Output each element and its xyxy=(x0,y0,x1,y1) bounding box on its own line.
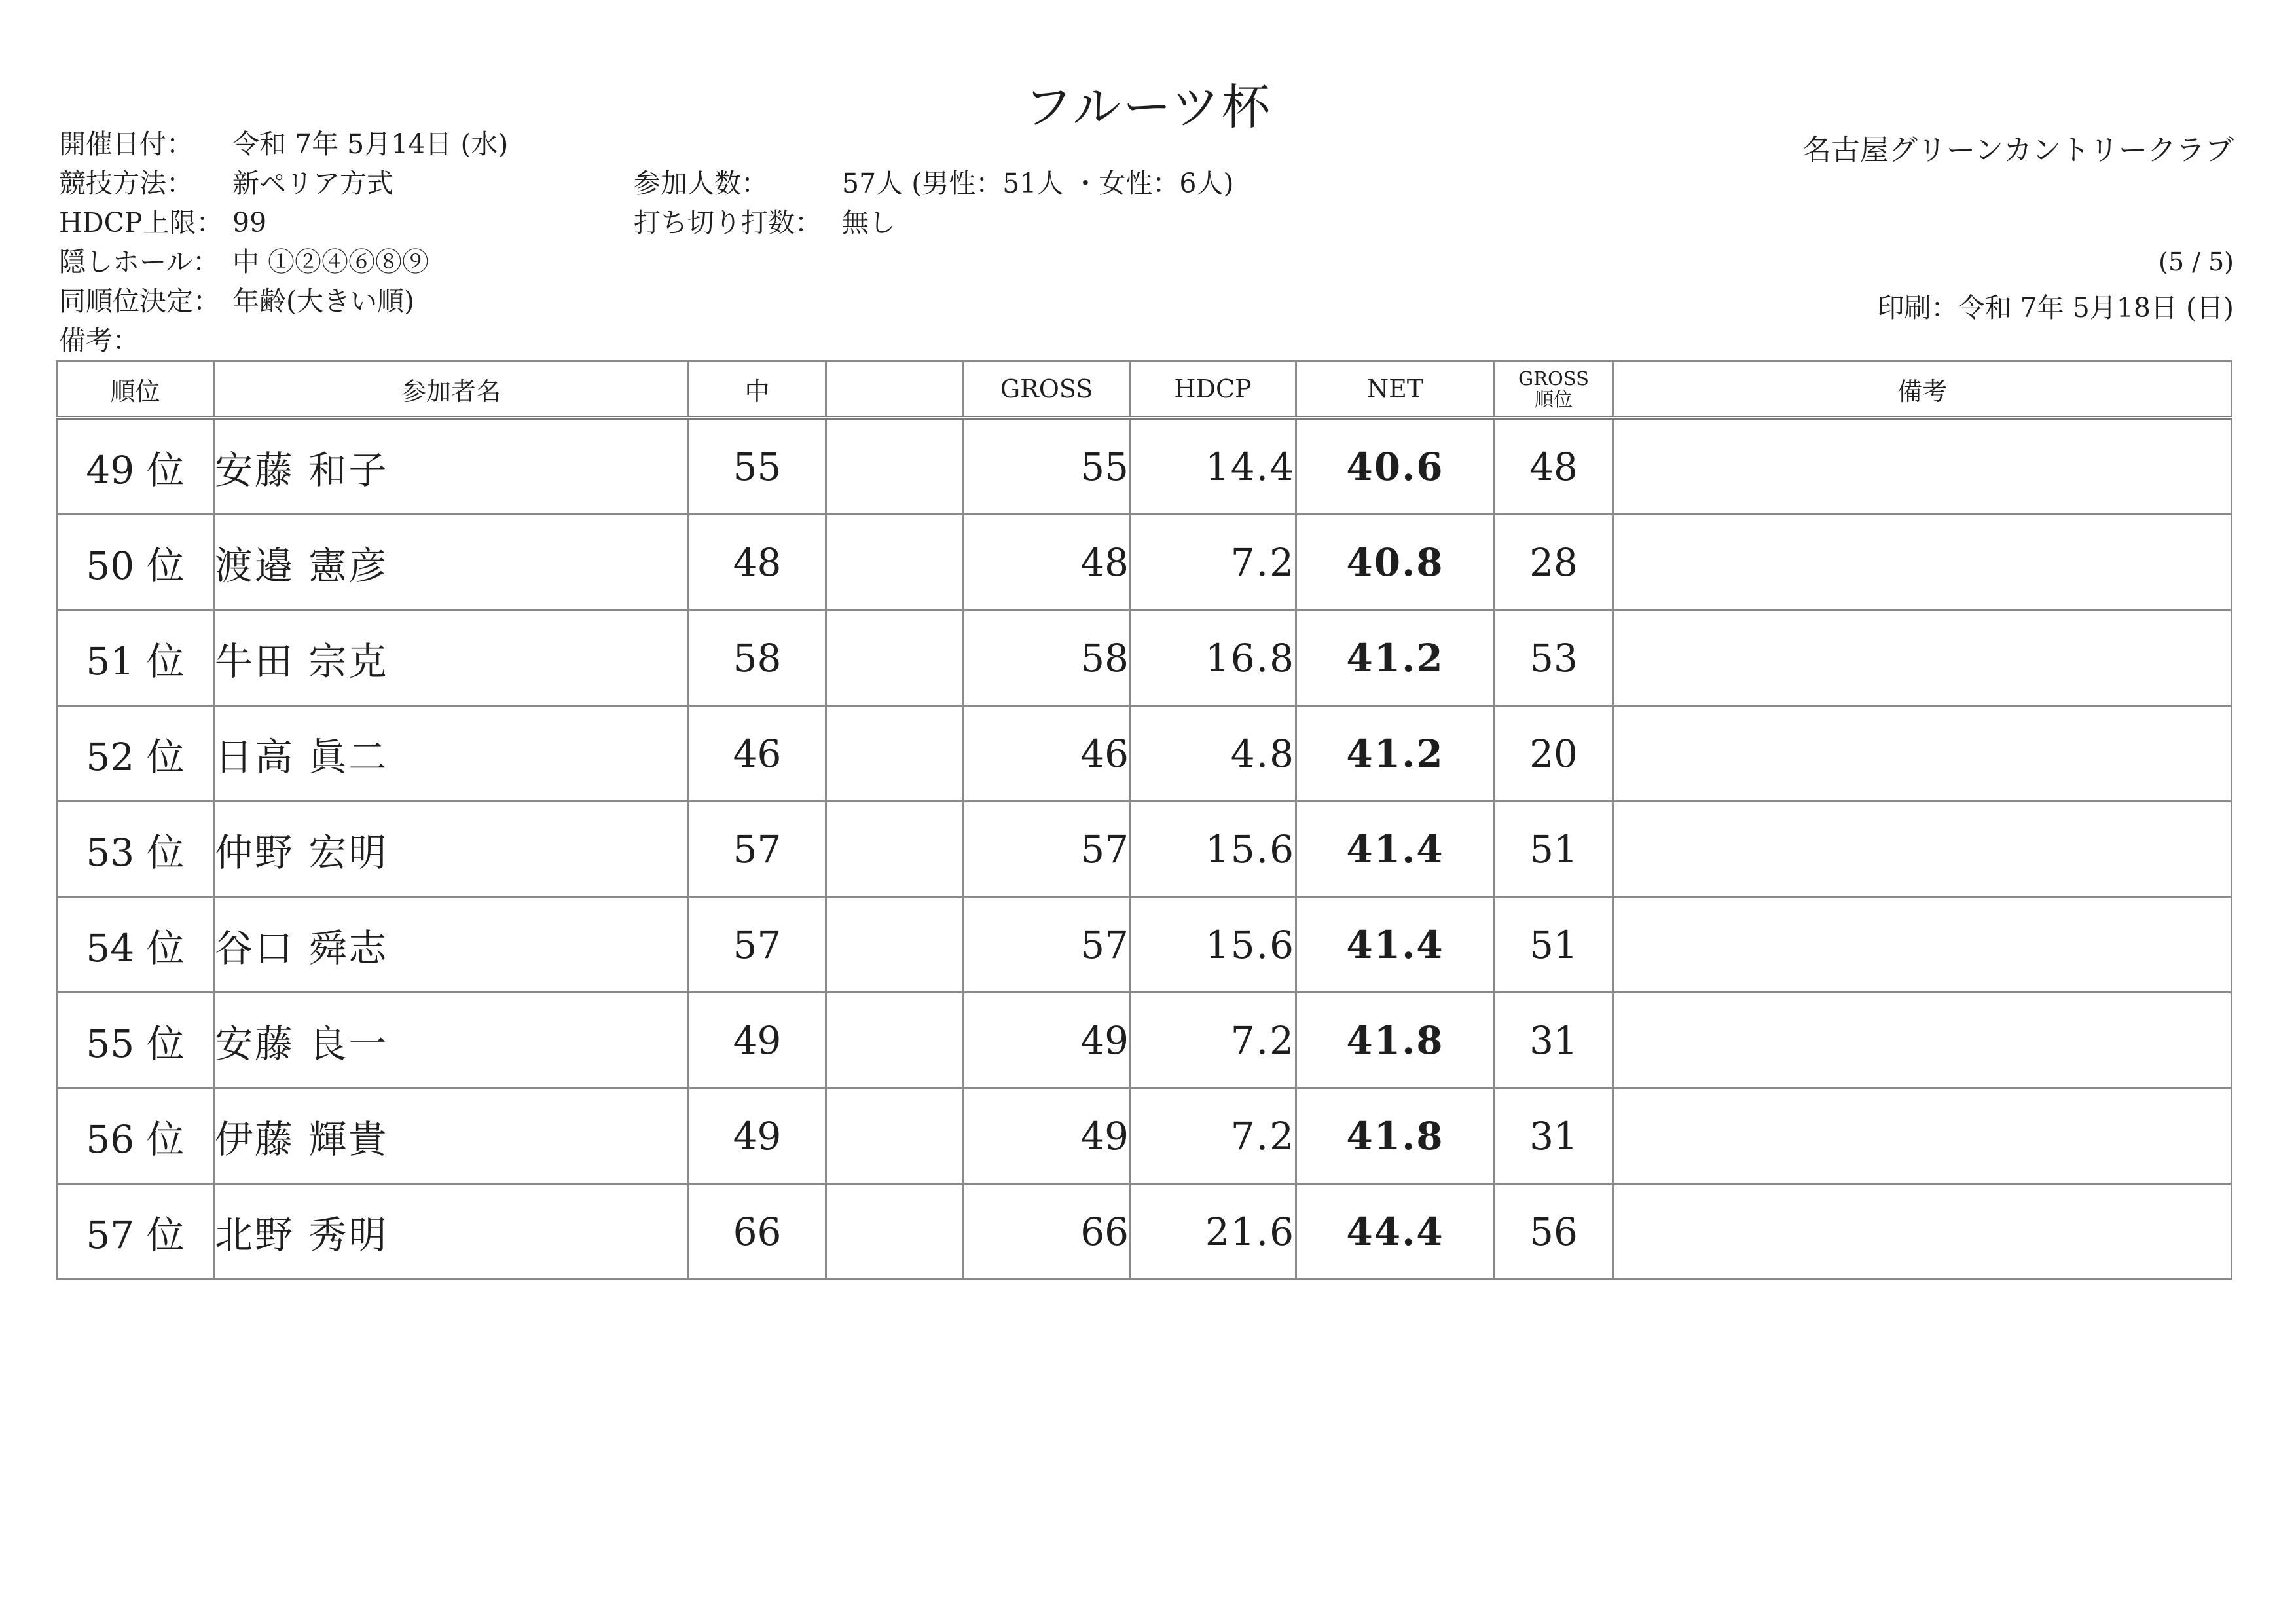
gross-rank: 48 xyxy=(1495,418,1613,515)
blank-cell xyxy=(826,418,964,515)
meta-value: 年齢(大きい順) xyxy=(232,286,414,317)
rank-cell: 51 位 xyxy=(57,610,214,706)
net-score: 44.4 xyxy=(1296,1184,1495,1280)
gross-score: 49 xyxy=(964,993,1130,1088)
blank-cell xyxy=(826,897,964,993)
net-score: 41.2 xyxy=(1296,706,1495,802)
player-name: 安藤 良一 xyxy=(214,993,689,1088)
table-row xyxy=(57,802,2232,897)
blank-cell xyxy=(826,1184,964,1280)
meta-label: 開催日付： xyxy=(59,128,193,160)
gross-rank: 51 xyxy=(1495,802,1613,897)
gross-rank: 51 xyxy=(1495,897,1613,993)
hidden-hole-score: 49 xyxy=(689,1088,826,1184)
hdcp-value: 7.2 xyxy=(1130,1088,1296,1184)
header-gross-rank-line2: 順位 xyxy=(1534,388,1573,411)
net-score: 41.4 xyxy=(1296,802,1495,897)
hdcp-value: 21.6 xyxy=(1130,1184,1296,1280)
header-rank: 順位 xyxy=(57,361,214,418)
gross-score: 66 xyxy=(964,1184,1130,1280)
meta-label: 隠しホール： xyxy=(59,246,220,278)
header-gross-rank-line1: GROSS xyxy=(1518,367,1589,390)
rank-cell: 54 位 xyxy=(57,897,214,993)
rank-cell: 52 位 xyxy=(57,706,214,802)
gross-score: 57 xyxy=(964,897,1130,993)
player-name: 牛田 宗克 xyxy=(214,610,689,706)
notes-cell xyxy=(1613,515,2232,610)
table-row xyxy=(57,418,2232,515)
header-hdcp: HDCP xyxy=(1130,361,1296,418)
blank-cell xyxy=(826,993,964,1088)
header-notes: 備考 xyxy=(1613,361,2232,418)
header-blank xyxy=(826,361,964,418)
rank-cell: 55 位 xyxy=(57,993,214,1088)
notes-cell xyxy=(1613,897,2232,993)
table-row xyxy=(57,610,2232,706)
net-score: 40.6 xyxy=(1296,418,1495,515)
page-indicator: (5 / 5) xyxy=(2159,248,2234,276)
notes-cell xyxy=(1613,418,2232,515)
club-name: 名古屋グリーンカントリークラブ xyxy=(1802,134,2234,167)
hidden-hole-score: 57 xyxy=(689,802,826,897)
notes-cell xyxy=(1613,802,2232,897)
hdcp-value: 7.2 xyxy=(1130,515,1296,610)
meta-info-left xyxy=(59,124,508,360)
notes-cell xyxy=(1613,993,2232,1088)
hdcp-value: 7.2 xyxy=(1130,993,1296,1088)
hidden-hole-score: 46 xyxy=(689,706,826,802)
gross-score: 55 xyxy=(964,418,1130,515)
blank-cell xyxy=(826,706,964,802)
meta-value: 57人 (男性：51人 ・女性：6人) xyxy=(842,168,1234,199)
header-gross-rank xyxy=(1495,361,1613,418)
gross-score: 49 xyxy=(964,1088,1130,1184)
meta-label: 打ち切り打数： xyxy=(634,207,822,238)
header-net: NET xyxy=(1296,361,1495,418)
rank-cell: 53 位 xyxy=(57,802,214,897)
print-date: 印刷：令和 7年 5月18日 (日) xyxy=(1877,292,2234,323)
table-row xyxy=(57,706,2232,802)
meta-value: 無し xyxy=(842,207,896,238)
meta-value: 新ペリア方式 xyxy=(232,168,393,199)
gross-score: 58 xyxy=(964,610,1130,706)
table-header-row xyxy=(57,361,2232,418)
gross-rank: 53 xyxy=(1495,610,1613,706)
hidden-hole-score: 48 xyxy=(689,515,826,610)
net-score: 41.8 xyxy=(1296,1088,1495,1184)
table-row xyxy=(57,515,2232,610)
meta-row-date xyxy=(59,124,508,164)
meta-row-method xyxy=(59,164,508,203)
hdcp-value: 15.6 xyxy=(1130,802,1296,897)
table-row xyxy=(57,1184,2232,1280)
hidden-hole-score: 55 xyxy=(689,418,826,515)
hdcp-value: 15.6 xyxy=(1130,897,1296,993)
meta-label: 備考： xyxy=(59,325,139,356)
player-name: 伊藤 輝貴 xyxy=(214,1088,689,1184)
rank-cell: 49 位 xyxy=(57,418,214,515)
rank-cell: 56 位 xyxy=(57,1088,214,1184)
gross-score: 48 xyxy=(964,515,1130,610)
meta-label: 同順位決定： xyxy=(59,286,220,317)
header-name: 参加者名 xyxy=(214,361,689,418)
blank-cell xyxy=(826,1088,964,1184)
gross-rank: 31 xyxy=(1495,993,1613,1088)
meta-row-cutoff xyxy=(634,203,1233,242)
hdcp-value: 4.8 xyxy=(1130,706,1296,802)
header-hole: 中 xyxy=(689,361,826,418)
rank-cell: 50 位 xyxy=(57,515,214,610)
results-table xyxy=(56,360,2232,1280)
table-row xyxy=(57,993,2232,1088)
player-name: 渡邉 憲彦 xyxy=(214,515,689,610)
meta-info-middle xyxy=(634,164,1233,242)
blank-cell xyxy=(826,610,964,706)
meta-row-tiebreak xyxy=(59,282,508,321)
hdcp-value: 14.4 xyxy=(1130,418,1296,515)
player-name: 仲野 宏明 xyxy=(214,802,689,897)
meta-value: 令和 7年 5月14日 (水) xyxy=(232,128,509,160)
rank-cell: 57 位 xyxy=(57,1184,214,1280)
header-gross: GROSS xyxy=(964,361,1130,418)
blank-cell xyxy=(826,515,964,610)
gross-rank: 56 xyxy=(1495,1184,1613,1280)
notes-cell xyxy=(1613,1088,2232,1184)
table-body xyxy=(57,418,2232,1280)
hdcp-value: 16.8 xyxy=(1130,610,1296,706)
meta-row-hidden-holes xyxy=(59,242,508,282)
meta-value: 中 ①②④⑥⑧⑨ xyxy=(232,246,429,278)
hidden-hole-score: 66 xyxy=(689,1184,826,1280)
gross-score: 57 xyxy=(964,802,1130,897)
player-name: 日高 眞二 xyxy=(214,706,689,802)
notes-cell xyxy=(1613,706,2232,802)
hidden-hole-score: 49 xyxy=(689,993,826,1088)
gross-score: 46 xyxy=(964,706,1130,802)
net-score: 41.8 xyxy=(1296,993,1495,1088)
player-name: 谷口 舜志 xyxy=(214,897,689,993)
meta-row-participants xyxy=(634,164,1233,203)
meta-label: 競技方法： xyxy=(59,168,193,199)
net-score: 41.2 xyxy=(1296,610,1495,706)
gross-rank: 20 xyxy=(1495,706,1613,802)
document-title: フルーツ杯 xyxy=(1023,79,1273,136)
meta-row-notes xyxy=(59,321,508,360)
net-score: 41.4 xyxy=(1296,897,1495,993)
meta-label: 参加人数： xyxy=(634,168,768,199)
blank-cell xyxy=(826,802,964,897)
player-name: 安藤 和子 xyxy=(214,418,689,515)
player-name: 北野 秀明 xyxy=(214,1184,689,1280)
hidden-hole-score: 58 xyxy=(689,610,826,706)
gross-rank: 31 xyxy=(1495,1088,1613,1184)
notes-cell xyxy=(1613,610,2232,706)
meta-label: HDCP上限： xyxy=(59,207,223,238)
gross-rank: 28 xyxy=(1495,515,1613,610)
table-row xyxy=(57,897,2232,993)
hidden-hole-score: 57 xyxy=(689,897,826,993)
notes-cell xyxy=(1613,1184,2232,1280)
meta-row-hdcp-limit xyxy=(59,203,508,242)
meta-value: 99 xyxy=(232,207,267,238)
table-row xyxy=(57,1088,2232,1184)
net-score: 40.8 xyxy=(1296,515,1495,610)
